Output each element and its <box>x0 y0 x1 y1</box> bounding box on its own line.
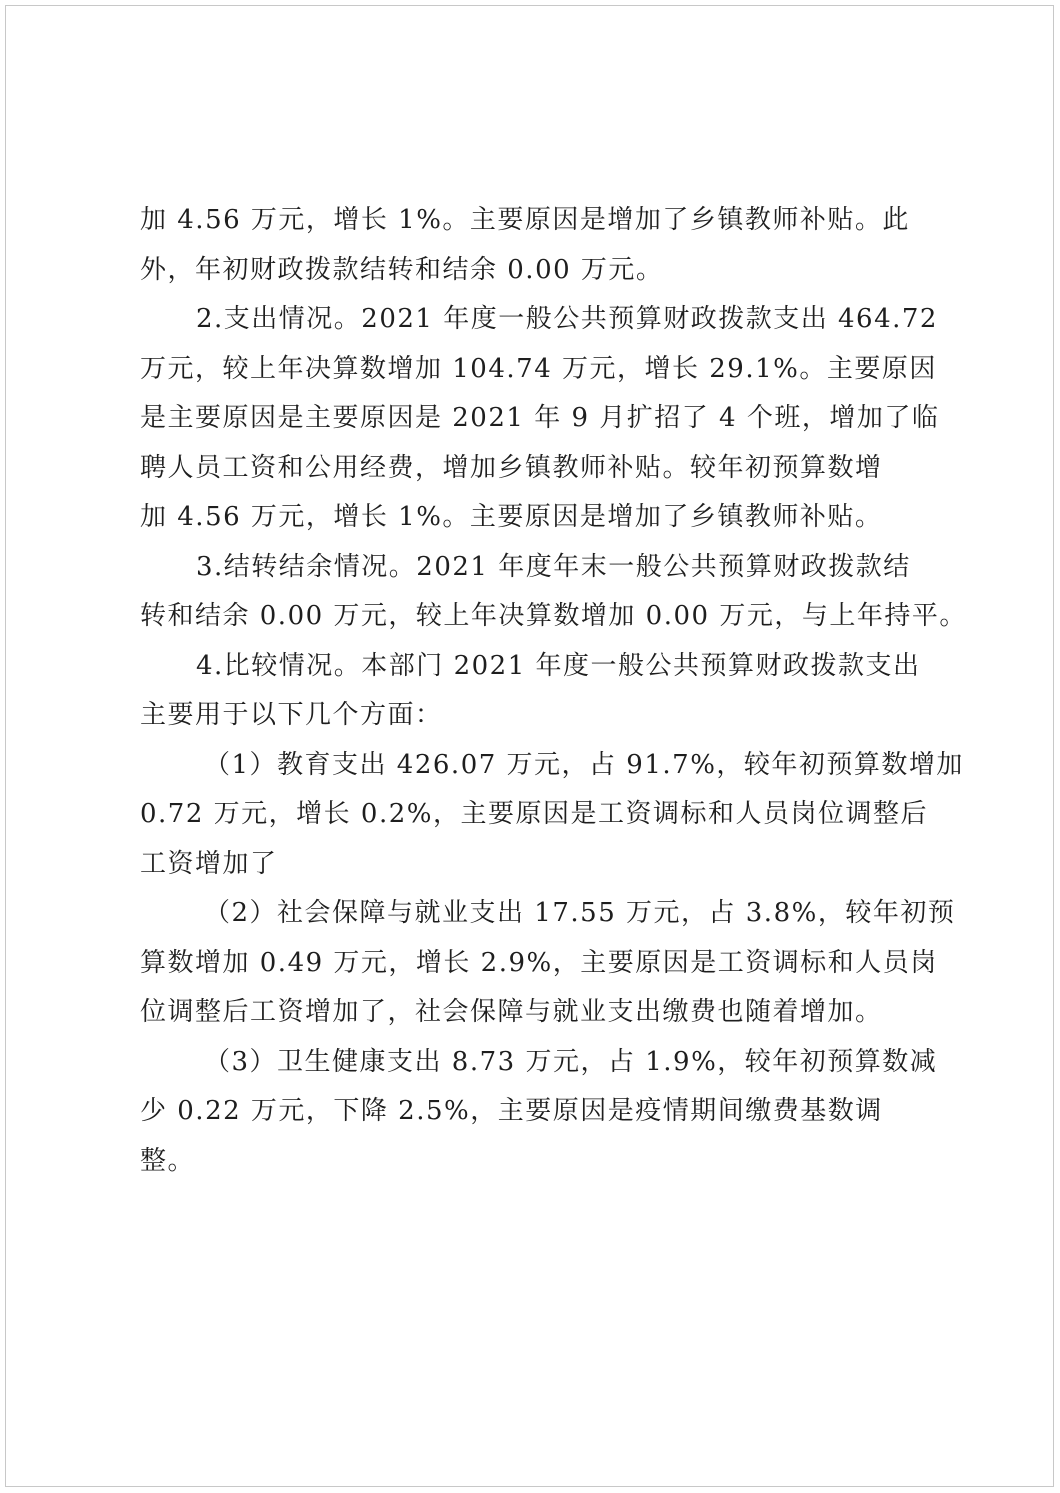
text-line: 加 4.56 万元，增长 1%。主要原因是增加了乡镇教师补贴。此 <box>140 205 910 235</box>
text-line: 转和结余 0.00 万元，较上年决算数增加 0.00 万元，与上年持平。 <box>140 601 967 631</box>
text-line: 工资增加了 <box>140 848 278 879</box>
text-line: 算数增加 0.49 万元，增长 2.9%，主要原因是工资调标和人员岗 <box>140 947 938 978</box>
text-line: 是主要原因是主要原因是 2021 年 9 月扩招了 4 个班，增加了临 <box>140 403 940 433</box>
text-line: 3.结转结余情况。2021 年度年末一般公共预算财政拨款结 <box>196 551 911 582</box>
text-line: 0.72 万元，增长 0.2%，主要原因是工资调标和人员岗位调整后 <box>140 799 928 829</box>
text-line: 整。 <box>140 1145 196 1176</box>
text-line: 加 4.56 万元，增长 1%。主要原因是增加了乡镇教师补贴。 <box>140 502 883 532</box>
text-line: 少 0.22 万元，下降 2.5%，主要原因是疫情期间缴费基数调 <box>140 1096 883 1126</box>
text-line: （2）社会保障与就业支出 17.55 万元，占 3.8%，较年初预 <box>204 898 956 928</box>
text-line: 外，年初财政拨款结转和结余 0.00 万元。 <box>140 254 664 285</box>
text-line: 聘人员工资和公用经费，增加乡镇教师补贴。较年初预算数增 <box>140 452 883 483</box>
text-line: 4.比较情况。本部门 2021 年度一般公共预算财政拨款支出 <box>196 650 921 681</box>
text-line: 2.支出情况。2021 年度一般公共预算财政拨款支出 464.72 <box>196 304 938 334</box>
text-line: 万元，较上年决算数增加 104.74 万元，增长 29.1%。主要原因 <box>140 353 937 384</box>
text-line: 主要用于以下几个方面： <box>140 700 443 730</box>
document-body <box>140 196 967 1186</box>
text-line: 位调整后工资增加了，社会保障与就业支出缴费也随着增加。 <box>140 997 883 1027</box>
text-line: （1）教育支出 426.07 万元，占 91.7%，较年初预算数增加 <box>204 749 964 780</box>
text-line: （3）卫生健康支出 8.73 万元，占 1.9%，较年初预算数减 <box>204 1046 938 1077</box>
